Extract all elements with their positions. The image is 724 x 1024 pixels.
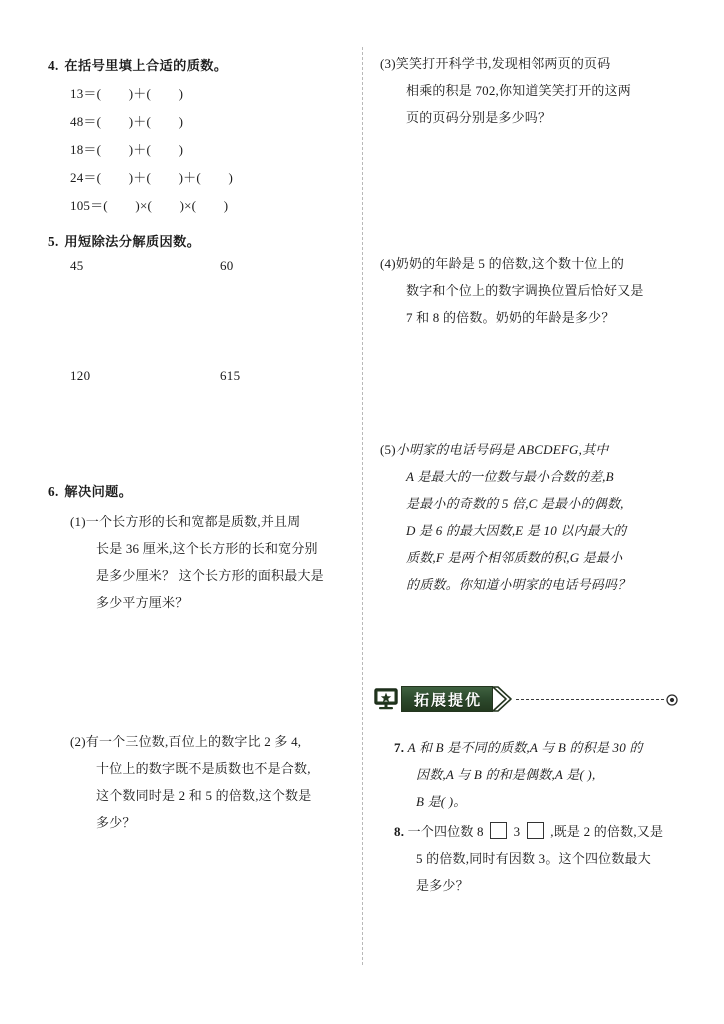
question-6-1: [70, 508, 348, 616]
question-line: 5 的倍数,同时有因数 3。这个四位数最大: [416, 851, 651, 866]
question-6-2: [70, 728, 348, 836]
question-line: 是多少？: [416, 878, 469, 893]
question-line: 的质数。你知道小明家的电话号码吗？: [406, 577, 631, 592]
equation-row[interactable]: 24＝( )＋( )＋( ): [70, 170, 233, 185]
banner-label: 拓展提优: [414, 691, 483, 709]
question-7-number: 7.: [394, 740, 405, 755]
section-6-title: 解决问题。: [64, 484, 133, 499]
factorization-row[interactable]: [70, 368, 240, 384]
section-5-number: 5.: [48, 234, 59, 249]
section-5-title: 用短除法分解质因数。: [64, 234, 201, 249]
left-column: [48, 0, 348, 1024]
section-4-title: 在括号里填上合适的质数。: [64, 58, 228, 73]
section-6-number: 6.: [48, 484, 59, 499]
question-line: 7 和 8 的倍数。奶奶的年龄是多少？: [406, 310, 615, 325]
equation-row[interactable]: 105＝( )×( )×( ): [70, 198, 229, 213]
question-line: 长是 36 厘米,这个长方形的长和宽分别: [96, 541, 318, 556]
equation-row[interactable]: 48＝( )＋( ): [70, 114, 184, 129]
factorization-row[interactable]: [70, 258, 234, 274]
question-line: 质数,F 是两个相邻质数的积,G 是最小: [406, 550, 623, 565]
extension-banner: [374, 684, 684, 714]
question-line: 多少？: [96, 815, 136, 830]
column-divider: [362, 47, 363, 965]
question-line: 小明家的电话号码是 ABCDEFG,其中: [395, 442, 609, 457]
question-7: [372, 734, 684, 815]
question-label: (3): [380, 56, 396, 71]
section-4-heading: [48, 55, 227, 74]
question-label: (4): [380, 256, 396, 271]
question-line[interactable]: 因数,A 与 B 的和是偶数,A 是( ),: [416, 767, 596, 782]
question-label: (5): [380, 442, 396, 457]
section-6-heading: [48, 481, 132, 500]
banner-plate: [401, 686, 493, 712]
question-line: 奶奶的年龄是 5 的倍数,这个数十位上的: [395, 256, 625, 271]
section-5-heading: [48, 231, 200, 250]
factorization-value: 45: [70, 258, 84, 273]
banner-dashed-rule: [516, 699, 664, 700]
equation-row[interactable]: 18＝( )＋( ): [70, 142, 184, 157]
question-line: 这个数同时是 2 和 5 的倍数,这个数是: [96, 788, 312, 803]
question-line: 是最小的奇数的 5 倍,C 是最小的偶数,: [406, 496, 624, 511]
question-line: 笑笑打开科学书,发现相邻两页的页码: [395, 56, 611, 71]
question-4: [380, 250, 685, 331]
blackboard-star-icon: [374, 688, 400, 710]
question-line-part: 3: [510, 824, 524, 839]
question-line: 一个长方形的长和宽都是质数,并且周: [85, 514, 301, 529]
question-line: 页的页码分别是多少吗？: [406, 110, 552, 125]
factorization-value: 60: [220, 258, 234, 273]
question-line: A 和 B 是不同的质数,A 与 B 的积是 30 的: [407, 740, 643, 755]
factorization-value: 120: [70, 368, 91, 383]
question-line: 十位上的数字既不是质数也不是合数,: [96, 761, 311, 776]
question-label: (1): [70, 514, 86, 529]
question-3: [380, 50, 685, 131]
question-line: 有一个三位数,百位上的数字比 2 多 4,: [85, 734, 302, 749]
question-line: 相乘的积是 702,你知道笑笑打开的这两: [406, 83, 632, 98]
question-line: A 是最大的一位数与最小合数的差,B: [406, 469, 614, 484]
target-dot-icon: [666, 693, 678, 705]
question-line-part: 一个四位数 8: [407, 824, 488, 839]
question-line: 是多少厘米？ 这个长方形的面积最大是: [96, 568, 324, 583]
question-line[interactable]: B 是( )。: [416, 794, 467, 809]
question-5: [380, 436, 685, 598]
question-line: 多少平方厘米？: [96, 595, 189, 610]
question-label: (2): [70, 734, 86, 749]
section-4-number: 4.: [48, 58, 59, 73]
question-line-part: ,既是 2 的倍数,又是: [546, 824, 664, 839]
blank-box[interactable]: [490, 822, 507, 839]
equation-row[interactable]: 13＝( )＋( ): [70, 86, 184, 101]
question-line: 数字和个位上的数字调换位置后恰好又是: [406, 283, 644, 298]
question-8: [372, 818, 684, 899]
blank-box[interactable]: [527, 822, 544, 839]
banner-arrow-icon: [492, 686, 514, 712]
question-line: D 是 6 的最大因数,E 是 10 以内最大的: [406, 523, 627, 538]
factorization-value: 615: [220, 368, 241, 383]
question-8-number: 8.: [394, 824, 405, 839]
